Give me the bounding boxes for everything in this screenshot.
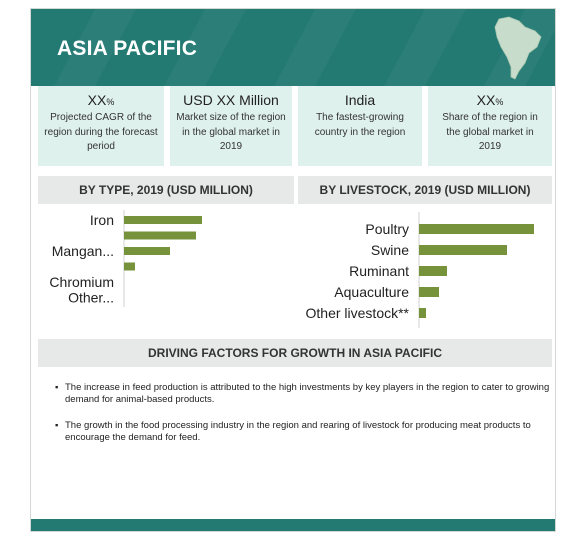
by-livestock-bar [419,224,534,234]
by-type-bar [124,216,202,224]
by-type-tick-label: Iron [89,212,114,228]
stat-caption: Share of the region in the global market in 2019 [442,112,538,152]
driver-text: The growth in the food processing industry in the region and rearing of livestock for producing meat products to encourage the demand for feed. [65,420,531,443]
list-item [55,420,550,444]
stat-cagr [38,86,164,166]
stat-share [428,86,552,166]
by-livestock-tick-label: Ruminant [349,263,409,279]
by-type-chart [38,208,294,332]
stat-value: USD XX Million [183,92,279,108]
by-livestock-header: BY LIVESTOCK, 2019 (USD MILLION) [298,176,552,204]
stat-market-size [170,86,292,166]
by-type-tick-label: Chromium [49,274,114,290]
stat-caption: Market size of the region in the global market in 2019 [176,112,286,152]
by-livestock-bar [419,266,447,276]
by-type-header: BY TYPE, 2019 (USD MILLION) [38,176,294,204]
stat-caption: The fastest-growing country in the region [314,112,406,138]
region-header [31,9,555,86]
driving-factors-list [55,382,550,458]
driving-factors-header: DRIVING FACTORS FOR GROWTH IN ASIA PACIFIC [38,339,552,367]
stat-value: XX% [476,92,504,108]
by-type-tick-label: Mangan... [51,243,114,259]
bullet-icon: ▪ [55,382,59,393]
by-type-bar [124,247,170,255]
stat-value: India [344,92,376,108]
bullet-icon: ▪ [55,420,59,431]
stat-fastest-country [298,86,422,166]
by-livestock-tick-label: Poultry [365,221,409,237]
stat-value: XX% [87,92,115,108]
list-item [55,382,550,406]
by-livestock-tick-label: Aquaculture [334,284,409,300]
region-title: ASIA PACIFIC [57,37,198,60]
by-type-bar [124,232,196,240]
south-america-map-icon [489,15,545,81]
by-livestock-chart [296,210,554,334]
by-livestock-bar [419,287,439,297]
footer-bar [31,519,555,531]
stat-caption: Projected CAGR of the region during the forecast period [44,112,158,152]
by-livestock-tick-label: Other livestock** [305,305,409,321]
by-livestock-bar [419,308,426,318]
by-livestock-tick-label: Swine [370,242,409,258]
by-livestock-bar [419,245,507,255]
by-type-bar [124,263,135,271]
driver-text: The increase in feed production is attributed to the high investments by key players in the region to cater to growing demand for animal-based products. [65,382,550,405]
by-type-tick-label: Other... [68,289,114,306]
